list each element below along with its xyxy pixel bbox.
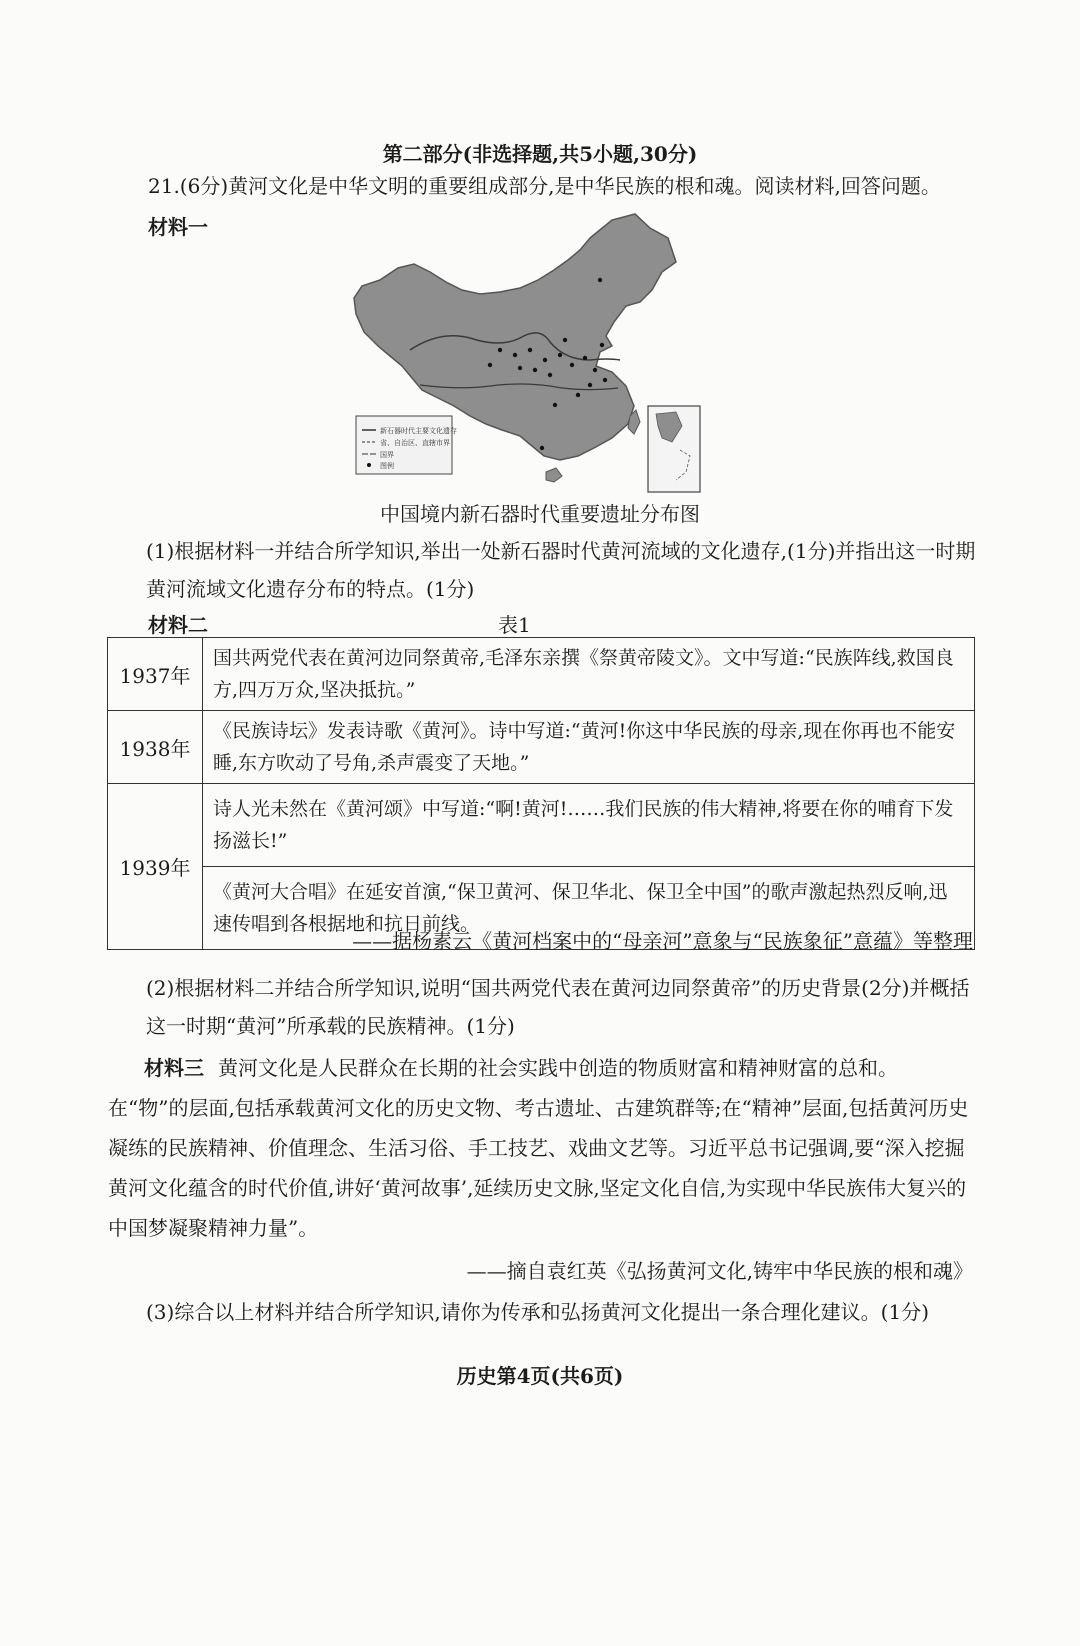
map-legend-label: 国界	[380, 451, 394, 459]
material-3-label: 材料三	[144, 1056, 204, 1080]
year-cell: 1937年	[108, 638, 203, 711]
question-2: (2)根据材料二并结合所学知识,说明“国共两党代表在黄河边同祭黄帝”的历史背景(2分)并概括这一时期“黄河”所承载的民族精神。(1分)	[146, 976, 970, 1038]
year-cell: 1938年	[108, 711, 203, 784]
map-legend-label: 新石器时代主要文化遗存	[380, 427, 457, 435]
map-legend-label: 图例	[380, 462, 394, 470]
table-row	[108, 638, 975, 711]
hainan-island	[546, 468, 562, 482]
event-cell: 国共两党代表在黄河边同祭黄帝,毛泽东亲撰《祭黄帝陵文》。文中写道:“民族阵线,救国良方,四万万众,坚决抵抗。”	[203, 638, 975, 711]
question-21-intro: 21.(6分)黄河文化是中华文明的重要组成部分,是中华民族的根和魂。阅读材料,回答问题。	[148, 174, 941, 198]
site-marker	[600, 343, 604, 347]
section-title: 第二部分(非选择题,共5小题,30分)	[382, 142, 698, 166]
site-marker	[576, 393, 580, 397]
material-3-source: ——摘自袁红英《弘扬黄河文化,铸牢中华民族的根和魂》	[466, 1259, 973, 1283]
material-2-source: ——据杨素云《黄河档案中的“母亲河”意象与“民族象征”意蕴》等整理	[352, 929, 973, 953]
site-marker	[518, 366, 522, 370]
site-marker	[553, 403, 557, 407]
site-marker	[593, 368, 597, 372]
material-3-text: 黄河文化是人民群众在长期的社会实践中创造的物质财富和精神财富的总和。在“物”的层面,包括承载黄河文化的历史文物、考古遗址、古建筑群等;在“精神”层面,包括黄河历史凝练的民族精神、价值理念、生活习俗、手工技艺、戏曲文艺等。习近平总书记强调,要“深入挖掘黄河文化蕴含的时代价值,讲好‘黄河故事’,延续历史文脉,坚定文化自信,为实现中华民族伟大复兴的中国梦凝聚精神力量”。	[108, 1056, 969, 1240]
site-marker	[513, 353, 517, 357]
question-3: (3)综合以上材料并结合所学知识,请你为传承和弘扬黄河文化提出一条合理化建议。(1分)	[146, 1300, 930, 1324]
map-legend-box	[356, 416, 457, 474]
site-marker	[488, 363, 492, 367]
material-2-label: 材料二	[148, 613, 208, 637]
year-cell: 1939年	[108, 784, 203, 950]
china-map-graphic	[350, 210, 720, 498]
material-1-label: 材料一	[148, 215, 208, 239]
map-caption: 中国境内新石器时代重要遗址分布图	[380, 502, 700, 526]
event-cell: 《黄河大合唱》在延安首演,“保卫黄河、保卫华北、保卫全中国”的歌声激起热烈反响,迅速传唱到各根据地和抗日前线。	[203, 867, 975, 950]
table-1-title: 表1	[498, 613, 531, 637]
south-china-sea-inset	[648, 406, 700, 492]
site-marker	[603, 378, 607, 382]
table-row	[108, 784, 975, 867]
site-marker	[588, 383, 592, 387]
neolithic-sites-map	[350, 210, 720, 498]
history-table	[107, 637, 975, 950]
site-marker	[598, 278, 602, 282]
table-row	[108, 711, 975, 784]
site-marker	[563, 338, 567, 342]
site-marker	[570, 363, 574, 367]
site-marker	[558, 353, 562, 357]
site-marker	[533, 368, 537, 372]
site-marker	[540, 446, 544, 450]
event-cell: 《民族诗坛》发表诗歌《黄河》。诗中写道:“黄河!你这中华民族的母亲,现在你再也不能安睡,东方吹动了号角,杀声震变了天地。”	[203, 711, 975, 784]
event-cell: 诗人光未然在《黄河颂》中写道:“啊!黄河!……我们民族的伟大精神,将要在你的哺育下发扬滋长!”	[203, 784, 975, 867]
site-marker	[498, 348, 502, 352]
site-marker	[528, 348, 532, 352]
question-1: (1)根据材料一并结合所学知识,举出一处新石器时代黄河流域的文化遗存,(1分)并指出这一时期黄河流域文化遗存分布的特点。(1分)	[146, 539, 976, 601]
map-legend-label: 省、自治区、直辖市界	[380, 439, 450, 447]
site-marker	[583, 356, 587, 360]
page-footer: 历史第4页(共6页)	[456, 1364, 624, 1388]
material-3	[108, 1048, 976, 1248]
site-marker	[548, 373, 552, 377]
site-marker	[543, 358, 547, 362]
